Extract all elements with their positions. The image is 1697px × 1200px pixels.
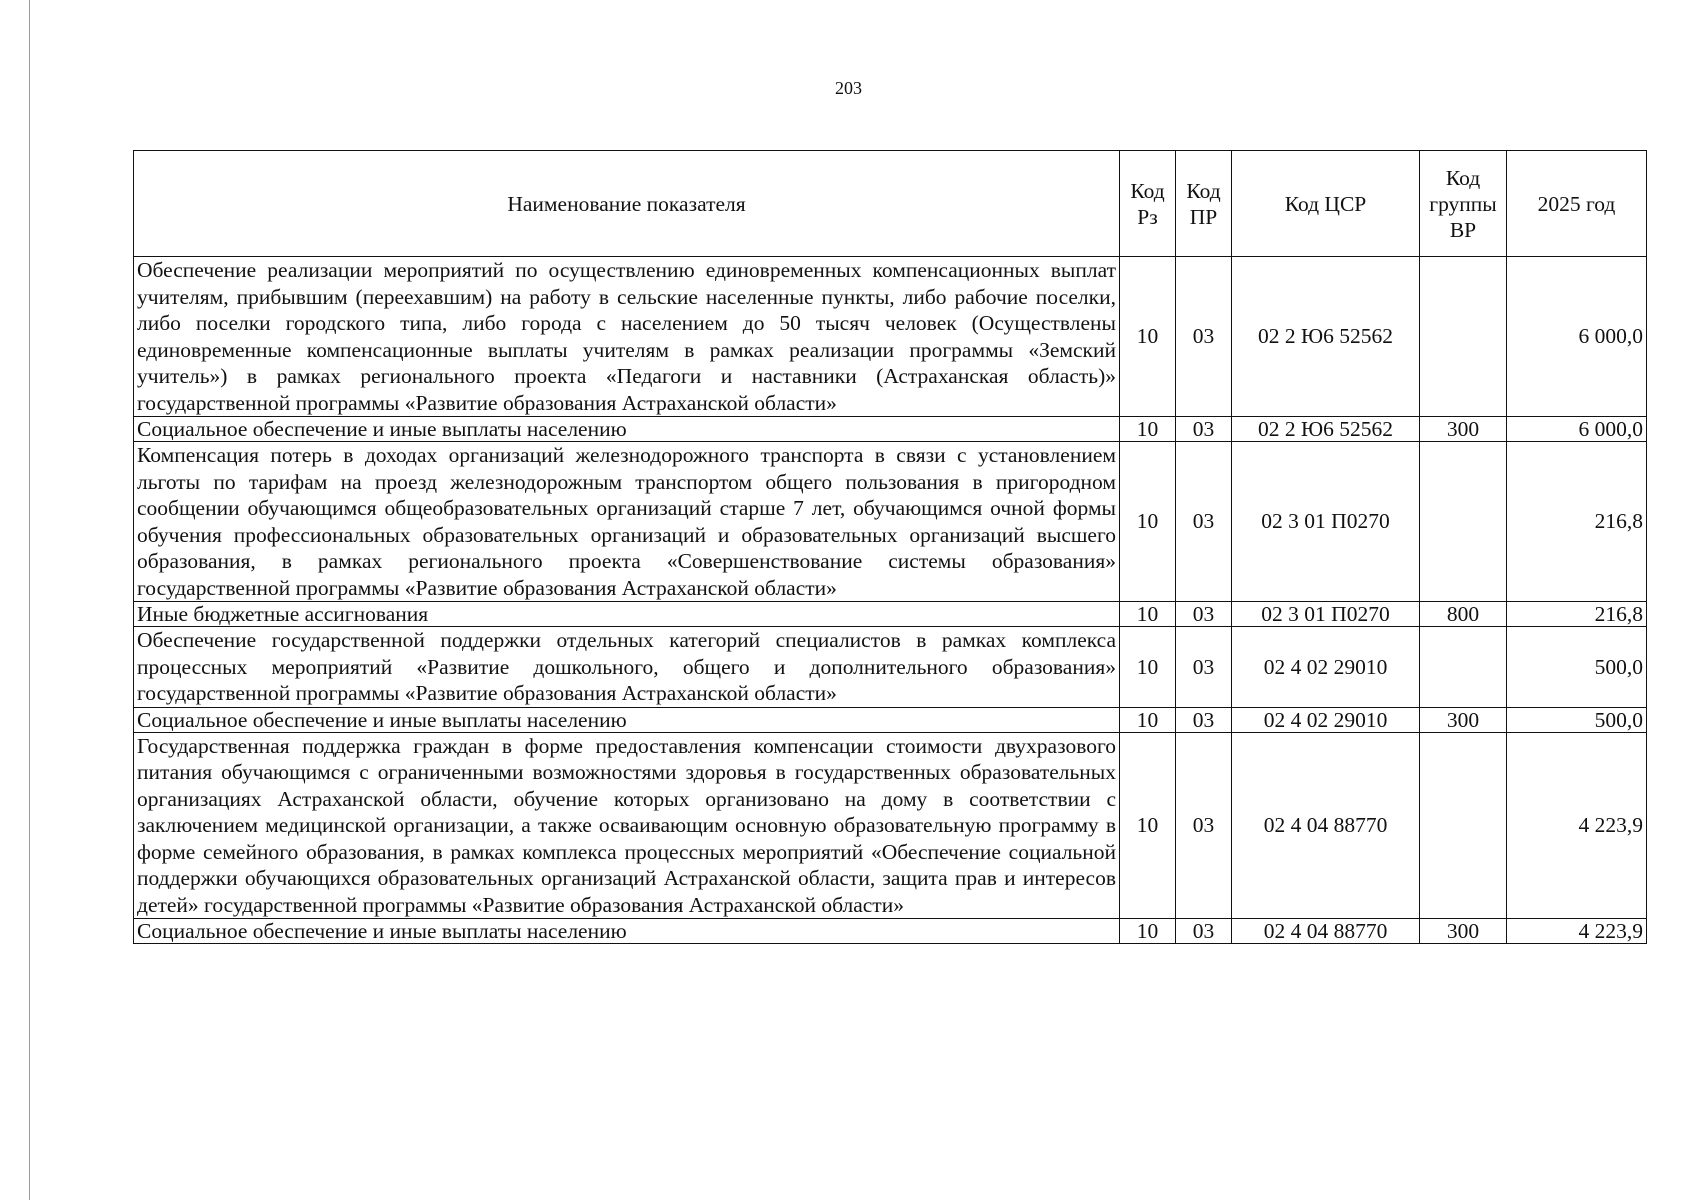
table-row xyxy=(134,417,1647,442)
page-number: 203 xyxy=(835,78,862,98)
row-pr: 03 xyxy=(1176,442,1232,602)
table-row xyxy=(134,707,1647,732)
row-name: Социальное обеспечение и иные выплаты населению xyxy=(134,417,1120,442)
row-amount: 6 000,0 xyxy=(1507,257,1647,417)
table-row xyxy=(134,257,1647,417)
row-name: Обеспечение реализации мероприятий по осуществлению единовременных компенсационных выплат учителям, прибывшим (переехавшим) на работу в сельские населенные пункты, либо рабочие поселки, либо поселки городского типа, либо города с населением до 50 тысяч человек (Осуществлены единовременные компенсационные выплаты учителям в рамках реализации программы «Земский учитель») в рамках регионального проекта «Педагоги и наставники (Астраханская область)» государственной программы «Развитие образования Астраханской области» xyxy=(134,257,1120,417)
row-name: Социальное обеспечение и иные выплаты населению xyxy=(134,707,1120,732)
row-csr: 02 4 02 29010 xyxy=(1232,627,1420,708)
row-amount: 500,0 xyxy=(1507,707,1647,732)
row-name: Социальное обеспечение и иные выплаты населению xyxy=(134,919,1120,944)
row-pr: 03 xyxy=(1176,602,1232,627)
row-vr xyxy=(1420,732,1507,919)
row-name: Государственная поддержка граждан в форме предоставления компенсации стоимости двухразового питания обучающимся с ограниченными возможностями здоровья в государственных образовательных организациях Астраханской области, обучение которых организовано на дому в соответствии с заключением медицинской организации, а также осваивающим основную образовательную программу в форме семейного образования, в рамках комплекса процессных мероприятий «Обеспечение социальной поддержки обучающихся образовательных организаций Астраханской области, защита прав и интересов детей» государственной программы «Развитие образования Астраханской области» xyxy=(134,732,1120,919)
row-rz: 10 xyxy=(1120,257,1176,417)
table-row xyxy=(134,627,1647,708)
row-vr xyxy=(1420,627,1507,708)
row-csr: 02 2 Ю6 52562 xyxy=(1232,417,1420,442)
row-rz: 10 xyxy=(1120,442,1176,602)
table-row xyxy=(134,732,1647,919)
row-csr: 02 4 02 29010 xyxy=(1232,707,1420,732)
row-rz: 10 xyxy=(1120,707,1176,732)
row-pr: 03 xyxy=(1176,417,1232,442)
row-pr: 03 xyxy=(1176,732,1232,919)
row-vr xyxy=(1420,442,1507,602)
row-vr: 300 xyxy=(1420,417,1507,442)
row-vr: 300 xyxy=(1420,919,1507,944)
row-csr: 02 4 04 88770 xyxy=(1232,732,1420,919)
row-vr: 800 xyxy=(1420,602,1507,627)
row-rz: 10 xyxy=(1120,919,1176,944)
row-amount: 216,8 xyxy=(1507,442,1647,602)
row-name: Обеспечение государственной поддержки отдельных категорий специалистов в рамках комплекса процессных мероприятий «Развитие дошкольного, общего и дополнительного образования» государственной программы «Развитие образования Астраханской области» xyxy=(134,627,1120,708)
table-row xyxy=(134,919,1647,944)
row-rz: 10 xyxy=(1120,417,1176,442)
header-year: 2025 год xyxy=(1507,151,1647,257)
row-csr: 02 2 Ю6 52562 xyxy=(1232,257,1420,417)
row-pr: 03 xyxy=(1176,257,1232,417)
table-header-row xyxy=(134,151,1647,257)
header-vr: Код группы ВР xyxy=(1420,151,1507,257)
row-rz: 10 xyxy=(1120,627,1176,708)
row-pr: 03 xyxy=(1176,707,1232,732)
row-rz: 10 xyxy=(1120,602,1176,627)
row-amount: 4 223,9 xyxy=(1507,732,1647,919)
row-pr: 03 xyxy=(1176,627,1232,708)
row-csr: 02 4 04 88770 xyxy=(1232,919,1420,944)
header-pr: Код ПР xyxy=(1176,151,1232,257)
row-pr: 03 xyxy=(1176,919,1232,944)
row-vr xyxy=(1420,257,1507,417)
row-name: Компенсация потерь в доходах организаций железнодорожного транспорта в связи с установлением льготы по тарифам на проезд железнодорожным транспортом общего пользования в пригородном сообщении обучающимся общеобразовательных организаций старше 7 лет, обучающимся очной формы обучения профессиональных образовательных организаций и образовательных организаций высшего образования, в рамках регионального проекта «Совершенствование системы образования» государственной программы «Развитие образования Астраханской области» xyxy=(134,442,1120,602)
row-amount: 4 223,9 xyxy=(1507,919,1647,944)
row-amount: 6 000,0 xyxy=(1507,417,1647,442)
row-csr: 02 3 01 П0270 xyxy=(1232,442,1420,602)
row-vr: 300 xyxy=(1420,707,1507,732)
row-amount: 500,0 xyxy=(1507,627,1647,708)
row-csr: 02 3 01 П0270 xyxy=(1232,602,1420,627)
budget-table xyxy=(133,150,1647,944)
table-row xyxy=(134,602,1647,627)
row-amount: 216,8 xyxy=(1507,602,1647,627)
table-row xyxy=(134,442,1647,602)
header-name: Наименование показателя xyxy=(134,151,1120,257)
row-rz: 10 xyxy=(1120,732,1176,919)
scan-edge-line xyxy=(29,0,30,1200)
header-csr: Код ЦСР xyxy=(1232,151,1420,257)
header-rz: Код Рз xyxy=(1120,151,1176,257)
row-name: Иные бюджетные ассигнования xyxy=(134,602,1120,627)
